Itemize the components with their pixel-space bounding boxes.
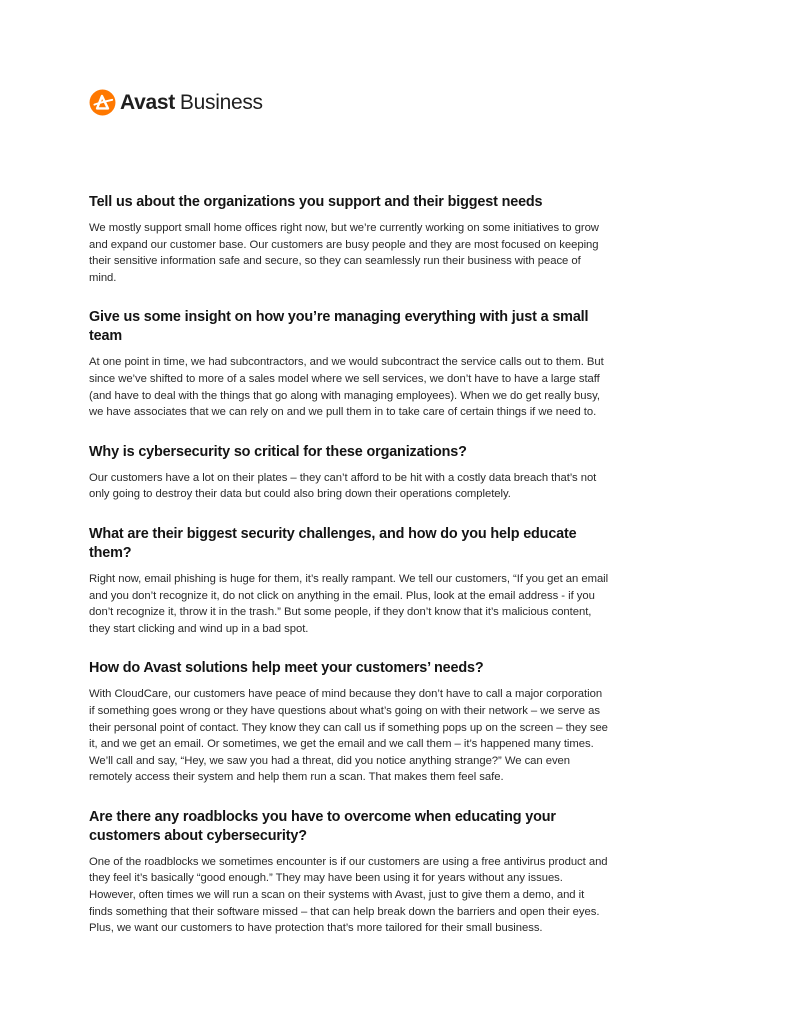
question-heading: How do Avast solutions help meet your customers’ needs? bbox=[89, 660, 484, 677]
question-heading: Give us some insight on how you’re managing everything with just a small team bbox=[89, 309, 589, 345]
avast-logo-icon bbox=[89, 89, 116, 116]
answer-paragraph: Right now, email phishing is huge for them, it’s really rampant. We tell our customers, “If you get an email and you don’t recognize it, do not click on anything in the email. Plus, look at the email address - if you don’t recognize it, throw it in the trash.” But some people, if they don’t know that it’s malicious content, they start clicking and wind up in a bad spot. bbox=[89, 572, 609, 635]
qa-section-avast-solutions bbox=[89, 659, 609, 786]
qa-section-organizations bbox=[89, 193, 609, 286]
answer-paragraph: Our customers have a lot on their plates – they can’t afford to be hit with a costly data breach that’s not only going to destroy their data but could also bring down their operations completely. bbox=[89, 471, 597, 501]
qa-section-security-challenges bbox=[89, 525, 609, 637]
answer-paragraph: We mostly support small home offices right now, but we’re currently working on some initiatives to grow and expand our customer base. Our customers are busy people and they are most focused on keeping their sensitive information safe and secure, so they can seamlessly run their business with peace of mind. bbox=[89, 222, 599, 284]
question-heading: Tell us about the organizations you support and their biggest needs bbox=[89, 194, 543, 210]
logo-brand-name: Avast bbox=[120, 90, 175, 114]
question-heading: Why is cybersecurity so critical for these organizations? bbox=[89, 443, 467, 460]
logo-product-name: Business bbox=[179, 90, 263, 114]
qa-section-cybersecurity-critical bbox=[89, 443, 609, 503]
qa-section-small-team bbox=[89, 308, 609, 420]
avast-business-logo bbox=[89, 87, 263, 117]
question-heading: Are there any roadblocks you have to overcome when educating your customers about cybersecurity? bbox=[89, 808, 556, 844]
answer-paragraph: With CloudCare, our customers have peace of mind because they don’t have to call a major corporation if something goes wrong or they have questions about what’s going on with their network – we serve as their personal point of contact. They know they can call us if something pops up on the screen – they see it, and we get an email. Or sometimes, we get the email and we call them – it’s happened many times. We’ll call and say, “Hey, we saw you had a threat, did you notice anything strange?” We can even remotely access their system and help them run a scan. That makes them feel safe. bbox=[89, 688, 608, 784]
answer-paragraph: One of the roadblocks we sometimes encounter is if our customers are using a free antivirus product and they feel it’s basically “good enough.” They may have been using it for years without any issues. However, often times we will run a scan on their systems with Avast, just to give them a demo, and it finds something that their software missed – that can help break down the barriers and open their eyes. Plus, we want our customers to have protection that’s more tailored for their small business. bbox=[89, 855, 608, 935]
answer-paragraph: At one point in time, we had subcontractors, and we would subcontract the service calls out to them. But since we’ve shifted to more of a sales model where we sell services, we don’t have to have a large staff (and have to deal with the things that go along with managing employees). When we do get really busy, we have associates that we can rely on and we pull them in to take care of certain things if we need to. bbox=[89, 356, 604, 419]
qa-section-roadblocks bbox=[89, 808, 609, 937]
logo-wordmark bbox=[120, 92, 263, 113]
interview-content bbox=[89, 193, 609, 959]
question-heading: What are their biggest security challenges, and how do you help educate them? bbox=[89, 525, 577, 561]
